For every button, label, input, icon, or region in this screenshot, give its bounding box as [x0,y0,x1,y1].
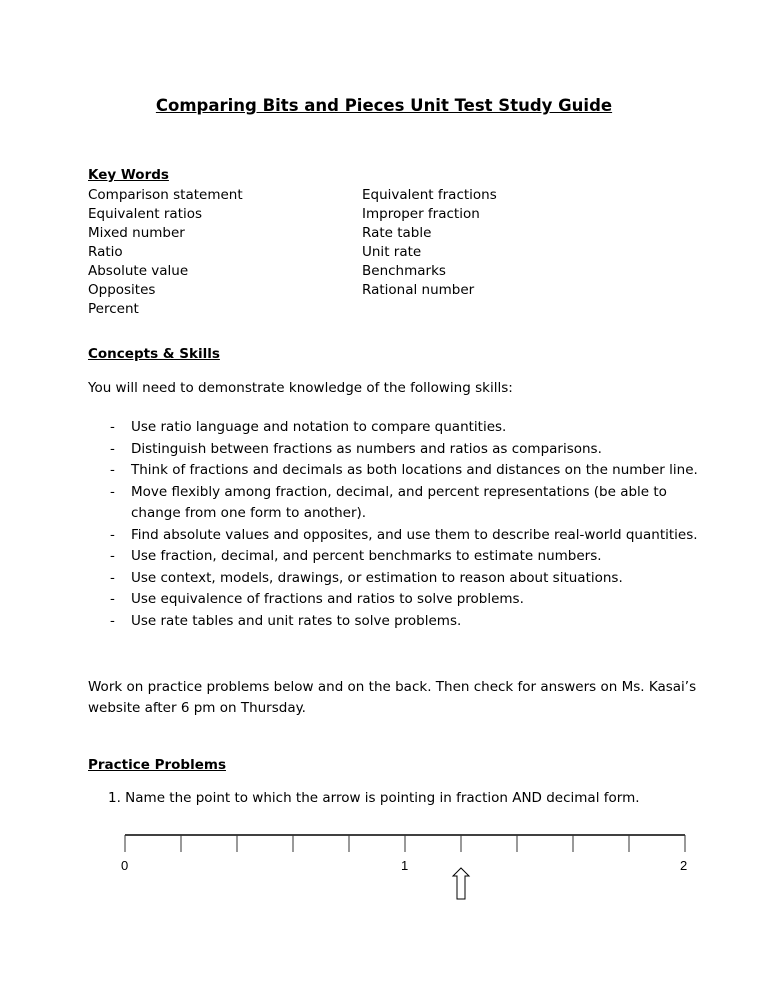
key-word: Equivalent ratios [88,206,203,222]
key-word: Absolute value [88,263,189,279]
skill-item: - Use rate tables and unit rates to solve problems. [110,612,462,629]
key-word: Mixed number [88,225,185,241]
up-arrow-icon [453,868,469,899]
number-line-label-1: 1 [401,858,409,873]
skill-item: - Use context, models, drawings, or estimation to reason about situations. [110,569,623,586]
skill-item: - Use fraction, decimal, and percent benchmarks to estimate numbers. [110,548,602,564]
number-line [0,820,768,910]
instructions: Work on practice problems below and on the back. Then check for answers on Ms. Kasai’s website after 6 pm on Thursday. [88,679,697,716]
skill-item: - Use equivalence of fractions and ratios to solve problems. [110,591,524,607]
key-word: Improper fraction [362,206,480,222]
key-words-heading: Key Words [88,167,169,183]
key-word: Opposites [88,282,156,298]
key-word: Benchmarks [362,263,446,279]
key-word: Unit rate [362,244,422,260]
key-word: Rate table [362,225,432,241]
key-word: Equivalent fractions [362,187,497,203]
page-title: Comparing Bits and Pieces Unit Test Study Guide [155,96,613,115]
question-1: 1. Name the point to which the arrow is pointing in fraction AND decimal form. [108,790,640,806]
skill-item: - Distinguish between fractions as numbers and ratios as comparisons. [110,440,602,457]
skill-item: - Find absolute values and opposites, and use them to describe real-world quantities. [110,526,698,543]
key-word: Percent [88,301,139,317]
key-word: Rational number [362,282,475,298]
concepts-intro: You will need to demonstrate knowledge of the following skills: [88,380,513,396]
key-words-right-column [362,186,497,300]
number-line-label-2: 2 [680,858,688,873]
key-words-left-column [88,186,243,319]
skill-item: - Move flexibly among fraction, decimal, and percent representations (be able to change from one form to another). [110,483,667,521]
concepts-heading: Concepts & Skills [88,346,220,362]
practice-heading: Practice Problems [88,757,226,773]
skill-item: - Use ratio language and notation to compare quantities. [110,419,507,435]
key-word: Ratio [88,244,123,260]
key-word: Comparison statement [88,187,243,203]
number-line-label-0: 0 [121,858,129,873]
skills-list [110,417,698,632]
skill-item: - Think of fractions and decimals as both locations and distances on the number line. [110,462,698,478]
